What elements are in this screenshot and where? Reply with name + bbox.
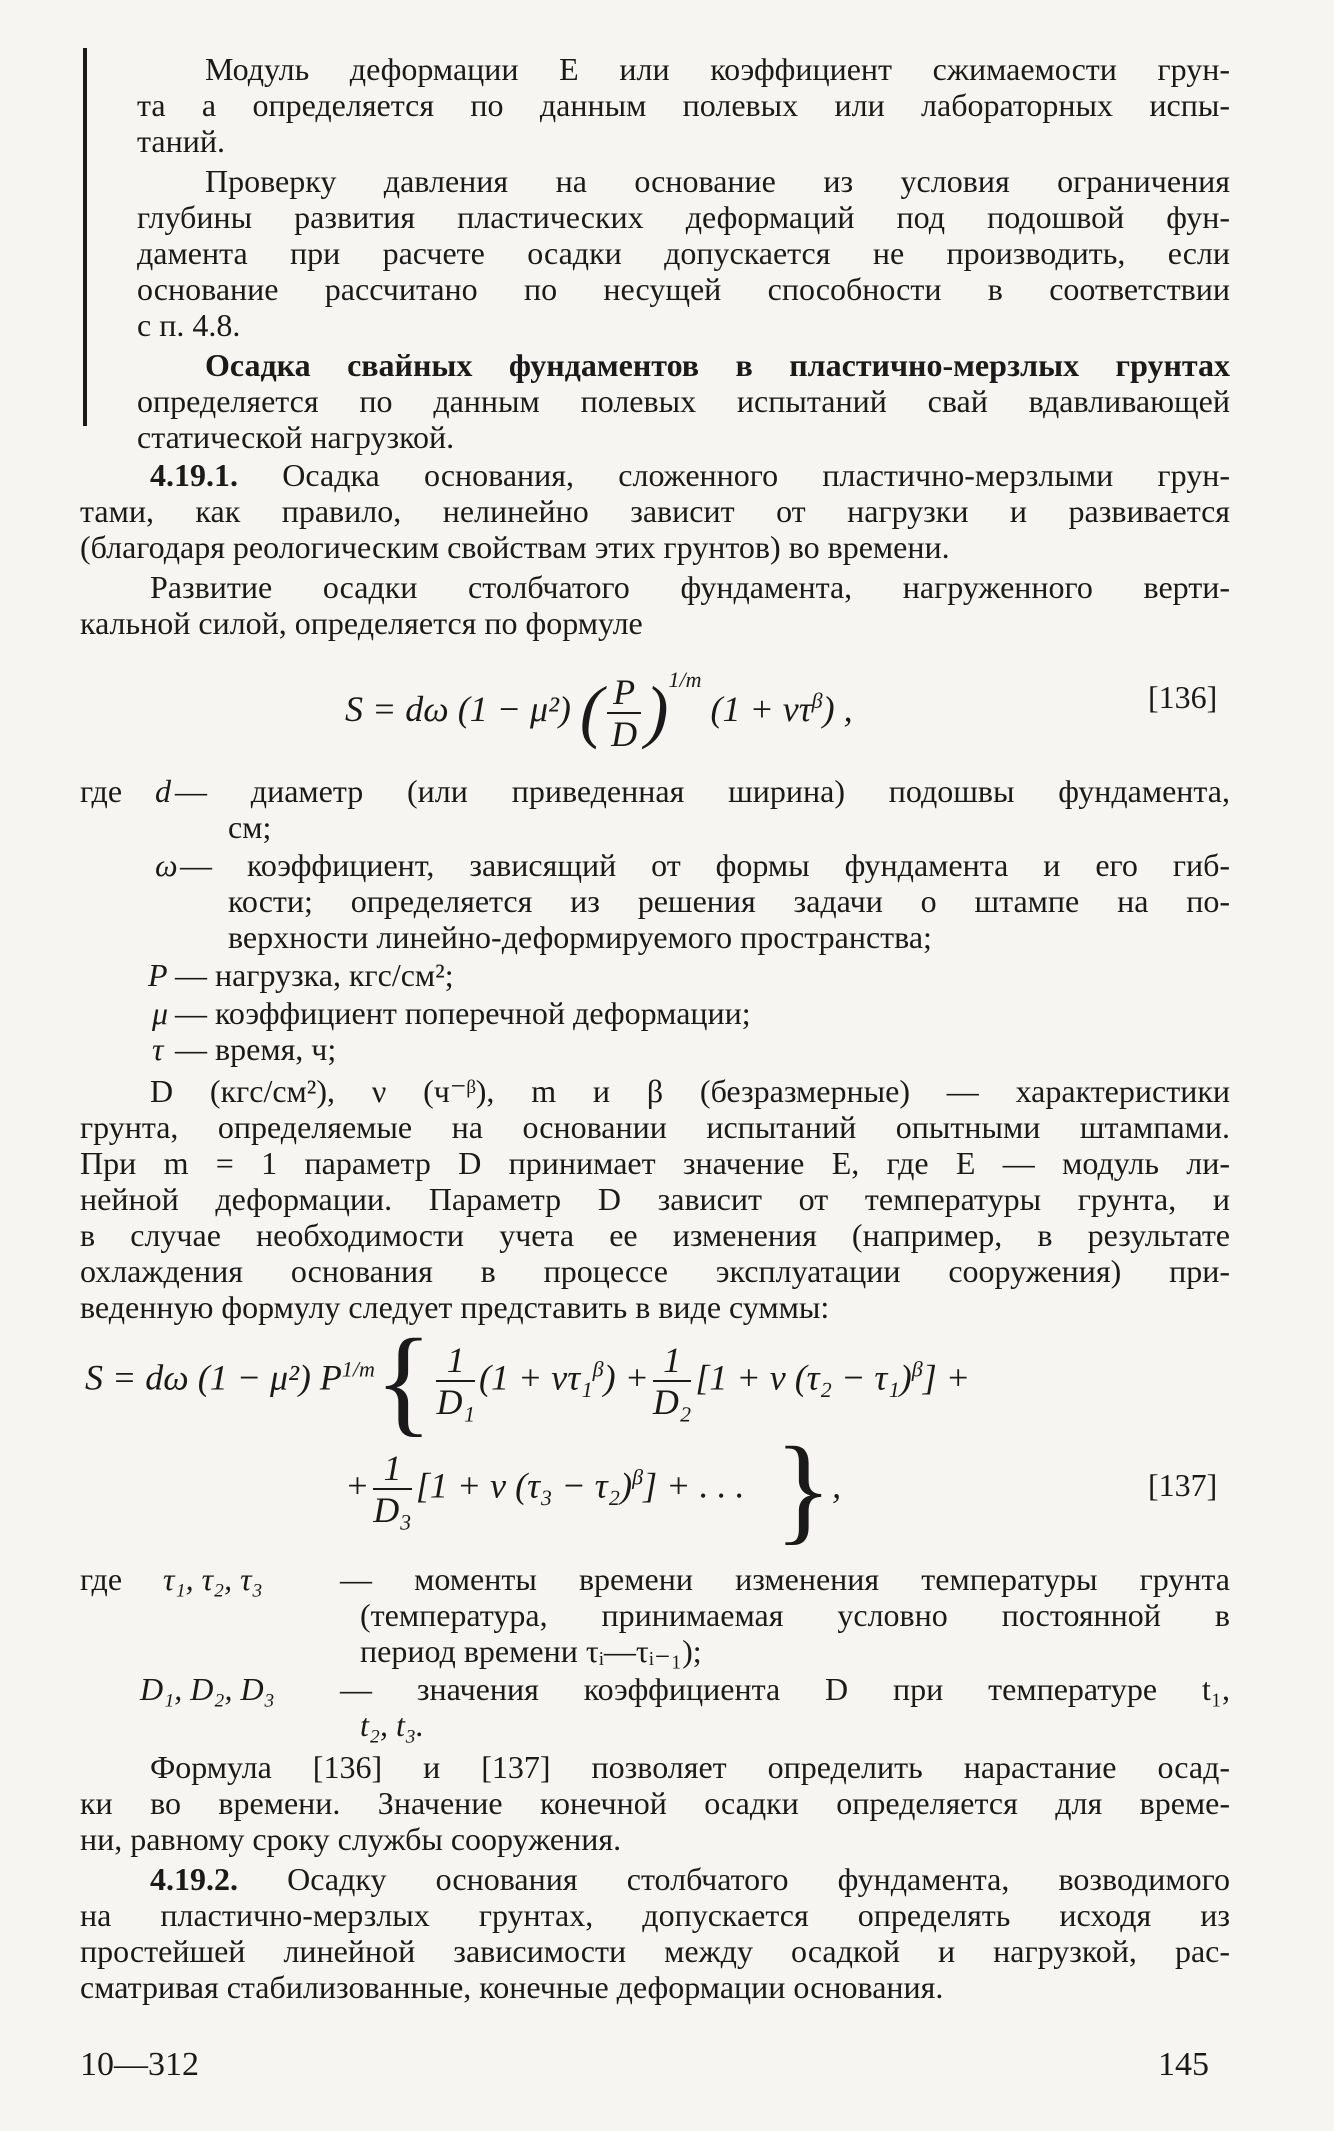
paragraph-7-line-2: ки во времени. Значение конечной осадки определяется для време-	[80, 1785, 1230, 1821]
defs1-omega-line-2: кости; определяется из решения задачи о штампе на по-	[228, 883, 1230, 919]
eq136-exponent: 1/m	[668, 667, 702, 692]
section-number: 4.19.1.	[150, 457, 238, 493]
paragraph-6-line-5: в случае необходимости учета ее изменения (например, в результате	[80, 1217, 1230, 1253]
eq137-brace-open: {	[374, 1314, 433, 1447]
eq137-term-2-end: ] +	[922, 1357, 971, 1398]
paragraph-2-line-5: с п. 4.8.	[137, 307, 241, 343]
signature-mark: 10—312	[80, 2046, 199, 2083]
eq137-f1-den: D₁	[436, 1382, 475, 1422]
defs2-tau-line-3: период времени τᵢ—τᵢ₋₁);	[360, 1633, 702, 1669]
eq136-paren-close: )	[645, 673, 669, 751]
paragraph-1-line-3: таний.	[137, 123, 225, 159]
eq137-lhs-sup: 1/m	[341, 1356, 375, 1382]
defs1-tau-line: — время, ч;	[175, 1031, 337, 1067]
defs2-tau-symbols: τ₁, τ₂, τ₃	[163, 1561, 263, 1597]
defs1-tau-symbol: τ	[152, 1031, 164, 1067]
defs1-gde: где	[80, 773, 123, 809]
paragraph-6-line-3: При m = 1 параметр D принимает значение E, где E — модуль ли-	[80, 1145, 1230, 1181]
defs2-D-symbols: D₁, D₂, D₃	[140, 1671, 275, 1707]
defs1-d-line-2: см;	[228, 809, 272, 845]
defs1-d-symbol: d	[155, 773, 171, 809]
paragraph-7-line-3: ни, равному сроку службы сооружения.	[80, 1821, 622, 1857]
eq137-brace-close: }	[774, 1422, 833, 1555]
paragraph-2-line-1: Проверку давления на основание из условия ограничения	[205, 163, 1230, 199]
eq136-tail-end: ) ,	[822, 689, 853, 729]
section-4-19-2-line-4: сматривая стабилизованные, конечные деформации основания.	[80, 1969, 944, 2005]
eq137-term-1: (1 + ντ₁	[478, 1357, 593, 1398]
eq136-paren-open: (	[579, 673, 604, 751]
paragraph-6-line-4: нейной деформации. Параметр D зависит от температуры грунта, и	[80, 1181, 1230, 1217]
section-4-19-2-line-2: на пластично-мерзлых грунтах, допускается определять исходя из	[80, 1897, 1230, 1933]
paragraph-6-line-2: грунта, определяемые на основании испытаний опытными штампами.	[80, 1109, 1230, 1145]
eq136-fraction	[607, 672, 641, 754]
eq137-f3-den: D₃	[373, 1490, 412, 1530]
eq137-fraction-1	[436, 1340, 475, 1422]
eq137-f2-den: D₂	[652, 1382, 692, 1422]
eq136-tail-sup: β	[811, 688, 823, 713]
section-4-19-2-line-3: простейшей линейной зависимости между осадкой и нагрузкой, рас-	[80, 1933, 1230, 1969]
paragraph-2-line-2: глубины развития пластических деформаций под подошвой фун-	[137, 199, 1230, 235]
eq137-term-1-sup: β	[592, 1356, 604, 1382]
equation-136-label: [136]	[1148, 679, 1218, 715]
paragraph-3-line-1: Осадка свайных фундаментов в пластично-мерзлых грунтах	[205, 347, 1230, 383]
eq137-fraction-3	[373, 1448, 412, 1530]
defs1-p-symbol: P	[148, 957, 168, 993]
defs2-gde: где	[80, 1561, 123, 1597]
paragraph-5-line-2: кальной силой, определяется по формуле	[80, 605, 643, 641]
paragraph-7-line-1: Формула [136] и [137] позволяет определить нарастание осад-	[150, 1749, 1230, 1785]
eq137-term-1-end: ) +	[603, 1357, 649, 1398]
paragraph-5-line-1: Развитие осадки столбчатого фундамента, нагруженного верти-	[150, 569, 1230, 605]
eq137-lhs: S = dω (1 − μ²) P	[85, 1357, 342, 1398]
paragraph-1-line-1: Модуль деформации E или коэффициент сжимаемости грун-	[205, 51, 1230, 87]
defs2-tau-line-1: — моменты времени изменения температуры грунта	[340, 1561, 1230, 1597]
eq137-close: ,	[832, 1465, 842, 1506]
defs1-mu-line: — коэффициент поперечной деформации;	[175, 995, 751, 1031]
page-number: 145	[1158, 2046, 1209, 2083]
defs1-d-line-1: — диаметр (или приведенная ширина) подошвы фундамента,	[175, 773, 1230, 809]
defs1-omega-line-1: — коэффициент, зависящий от формы фундамента и его гиб-	[180, 847, 1230, 883]
paragraph-1-line-2: та a определяется по данным полевых или лабораторных испы-	[137, 87, 1230, 123]
section-number: 4.19.2.	[150, 1861, 238, 1897]
eq137-term-3-end: ] + . . .	[643, 1465, 745, 1506]
section-4-19-1-line-2: тами, как правило, нелинейно зависит от нагрузки и развивается	[80, 493, 1230, 529]
paragraph-2-line-4: основание рассчитано по несущей способности в соответствии	[137, 271, 1230, 307]
defs2-D-line-2: t₂, t₃.	[360, 1707, 425, 1743]
equation-137-line-1	[85, 1314, 971, 1447]
equation-137-line-2	[345, 1422, 842, 1555]
paragraph-3-line-3: статической нагрузкой.	[137, 419, 455, 455]
eq136-lhs: S = dω (1 − μ²)	[345, 689, 580, 729]
paragraph-6-line-1: D (кгс/см²), ν (ч⁻ᵝ), m и β (безразмерные) — характеристики	[150, 1073, 1230, 1109]
change-bar	[83, 48, 87, 426]
paragraph-2-line-3: дамента при расчете осадки допускается не производить, если	[137, 235, 1230, 271]
eq136-denominator: D	[611, 713, 638, 754]
eq137-plus: +	[345, 1465, 370, 1506]
eq137-f2-num: 1	[653, 1340, 692, 1382]
eq137-term-2: [1 + ν (τ₂ − τ₁)	[695, 1357, 912, 1398]
eq137-term-3-sup: β	[632, 1464, 644, 1490]
section-4-19-1-line-3: (благодаря реологическим свойствам этих грунтов) во времени.	[80, 529, 950, 565]
eq136-numerator: P	[607, 672, 641, 714]
equation-136	[345, 660, 853, 754]
eq137-term-3: [1 + ν (τ₃ − τ₂)	[415, 1465, 633, 1506]
defs1-omega-line-3: верхности линейно-деформируемого пространства;	[228, 919, 932, 955]
paragraph-6-line-6: охлаждения основания в процессе эксплуатации сооружения) при-	[80, 1253, 1230, 1289]
eq137-fraction-2	[653, 1340, 692, 1422]
eq136-tail: (1 + ντ	[701, 689, 812, 729]
eq137-f3-num: 1	[373, 1448, 412, 1490]
equation-137-label: [137]	[1148, 1467, 1218, 1503]
paragraph-3-line-2: определяется по данным полевых испытаний свай вдавливающей	[137, 383, 1230, 419]
section-text: Осадку основания столбчатого фундамента, возводимого	[238, 1861, 1230, 1897]
defs2-tau-line-2: (температура, принимаемая условно постоянной в	[360, 1597, 1230, 1633]
section-4-19-2-line-1	[150, 1860, 1230, 1898]
eq137-term-2-sup: β	[911, 1356, 923, 1382]
defs2-D-line-1: — значения коэффициента D при температуре t₁,	[340, 1671, 1230, 1707]
defs1-mu-symbol: μ	[152, 995, 169, 1031]
eq137-f1-num: 1	[436, 1340, 475, 1382]
defs1-omega-symbol: ω	[155, 847, 178, 883]
paragraph-6-line-7: веденную формулу следует представить в виде суммы:	[80, 1289, 830, 1325]
defs1-p-line: — нагрузка, кгс/см²;	[175, 957, 454, 993]
section-text: Осадка основания, сложенного пластично-мерзлыми грун-	[238, 457, 1230, 493]
section-4-19-1-line-1	[150, 456, 1230, 494]
